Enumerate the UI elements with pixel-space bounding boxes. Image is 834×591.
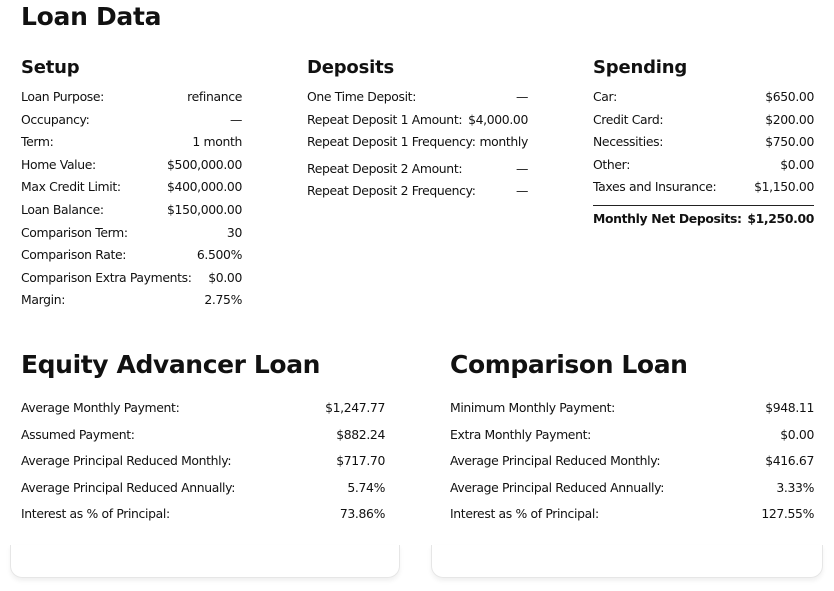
row-value: 2.75% [204, 292, 242, 308]
spending-heading: Spending [593, 57, 688, 78]
row-value: $650.00 [765, 89, 814, 104]
row-label: Home Value: [21, 156, 96, 172]
row-label: Monthly Net Deposits: [593, 210, 742, 226]
setup-row-loan-purpose [21, 86, 242, 109]
row-value: $150,000.00 [167, 201, 242, 217]
row-label: Margin: [21, 292, 66, 308]
equity-row-average-monthly-payment [21, 395, 385, 422]
spending-row-necessities [593, 131, 814, 154]
row-label: Interest as % of Principal: [450, 506, 599, 521]
row-label: Extra Monthly Payment: [450, 426, 591, 442]
deposits-row-one-time [307, 86, 528, 109]
row-value: $4,000.00 [468, 111, 528, 127]
row-label: One Time Deposit: [307, 89, 417, 104]
setup-heading: Setup [21, 57, 80, 78]
setup-row-home-value [21, 154, 242, 177]
row-label: Average Principal Reduced Annually: [450, 479, 665, 495]
spending-row-monthly-net-deposits [593, 208, 814, 231]
row-label: Repeat Deposit 2 Frequency: [307, 183, 476, 199]
deposits-row-repeat-2-amount [307, 158, 528, 181]
spending-list [593, 86, 814, 231]
equity-row-assumed-payment [21, 422, 385, 449]
comparison-row-principal-reduced-monthly [450, 448, 814, 475]
comparison-row-principal-reduced-annually [450, 475, 814, 502]
setup-row-comparison-term [21, 222, 242, 245]
setup-row-margin [21, 289, 242, 312]
row-value: $750.00 [765, 134, 814, 150]
row-value: — [515, 183, 528, 199]
row-label: Comparison Extra Payments: [21, 269, 192, 285]
row-value: — [515, 160, 528, 176]
setup-row-comparison-extra-payments [21, 267, 242, 290]
row-label: Comparison Term: [21, 224, 128, 240]
row-value: monthly [479, 134, 528, 150]
row-value: $1,150.00 [754, 179, 814, 195]
row-label: Taxes and Insurance: [593, 179, 717, 195]
row-value: 1 month [192, 134, 242, 150]
row-label: Average Principal Reduced Annually: [21, 479, 236, 495]
row-value: $0.00 [208, 269, 242, 285]
row-label: Repeat Deposit 1 Amount: [307, 111, 463, 127]
row-label: Credit Card: [593, 111, 664, 127]
row-value: $0.00 [780, 426, 814, 442]
row-value: $1,250.00 [747, 210, 814, 226]
page-title: Loan Data [21, 2, 162, 31]
row-label: Repeat Deposit 1 Frequency: [307, 134, 476, 150]
row-value: $200.00 [765, 111, 814, 127]
row-value: 5.74% [347, 479, 385, 495]
row-label: Term: [21, 134, 54, 150]
spending-row-car [593, 86, 814, 109]
row-value: $948.11 [765, 400, 814, 415]
deposits-row-repeat-2-frequency [307, 180, 528, 203]
row-label: Occupancy: [21, 111, 90, 127]
comparison-row-extra-monthly-payment [450, 422, 814, 449]
equity-card-footer [10, 545, 400, 578]
setup-column [21, 55, 242, 312]
row-value: 3.33% [776, 479, 814, 495]
row-label: Comparison Rate: [21, 247, 127, 263]
row-label: Max Credit Limit: [21, 179, 121, 195]
deposits-row-repeat-1-frequency [307, 131, 528, 154]
comparison-loan-heading: Comparison Loan [450, 350, 688, 379]
row-label: Assumed Payment: [21, 426, 135, 442]
spending-row-taxes-insurance [593, 176, 814, 199]
row-value: 6.500% [196, 247, 242, 263]
comparison-row-minimum-monthly-payment [450, 395, 814, 422]
row-value: $0.00 [780, 156, 814, 172]
deposits-heading: Deposits [307, 57, 395, 78]
row-value: $882.24 [336, 426, 385, 442]
row-value: 30 [226, 224, 242, 240]
deposits-column [307, 55, 528, 203]
equity-row-interest-percent-principal [21, 501, 385, 528]
row-label: Other: [593, 156, 631, 172]
setup-row-term [21, 131, 242, 154]
spending-row-credit-card [593, 109, 814, 132]
spending-column [593, 55, 814, 231]
comparison-row-interest-percent-principal [450, 501, 814, 528]
row-value: refinance [187, 89, 242, 104]
row-value: — [515, 89, 528, 104]
equity-advancer-section [21, 348, 385, 528]
row-label: Minimum Monthly Payment: [450, 400, 615, 415]
row-value: $416.67 [765, 453, 814, 468]
deposits-list [307, 86, 528, 203]
row-label: Car: [593, 89, 617, 104]
setup-row-loan-balance [21, 199, 242, 222]
row-label: Loan Purpose: [21, 89, 105, 104]
row-value: $400,000.00 [167, 179, 242, 195]
deposits-row-repeat-1-amount [307, 109, 528, 132]
row-value: $500,000.00 [167, 156, 242, 172]
row-label: Necessities: [593, 134, 664, 150]
row-value: 73.86% [339, 506, 385, 521]
comparison-loan-list [450, 395, 814, 528]
row-label: Repeat Deposit 2 Amount: [307, 160, 463, 176]
row-value: $717.70 [336, 453, 385, 468]
spending-total-divider [593, 205, 814, 206]
row-value: 127.55% [761, 506, 814, 521]
setup-row-occupancy [21, 109, 242, 132]
setup-row-max-credit-limit [21, 176, 242, 199]
row-value: $1,247.77 [325, 400, 385, 415]
row-label: Interest as % of Principal: [21, 506, 170, 521]
equity-row-principal-reduced-monthly [21, 448, 385, 475]
row-label: Loan Balance: [21, 201, 104, 217]
equity-advancer-heading: Equity Advancer Loan [21, 350, 321, 379]
row-label: Average Monthly Payment: [21, 400, 180, 415]
row-label: Average Principal Reduced Monthly: [450, 453, 661, 468]
row-label: Average Principal Reduced Monthly: [21, 453, 232, 468]
setup-list [21, 86, 242, 312]
setup-row-comparison-rate [21, 244, 242, 267]
spending-row-other [593, 154, 814, 177]
comparison-loan-section [450, 348, 814, 528]
comparison-card-footer [431, 545, 823, 578]
equity-row-principal-reduced-annually [21, 475, 385, 502]
equity-advancer-list [21, 395, 385, 528]
row-value: — [229, 111, 242, 127]
